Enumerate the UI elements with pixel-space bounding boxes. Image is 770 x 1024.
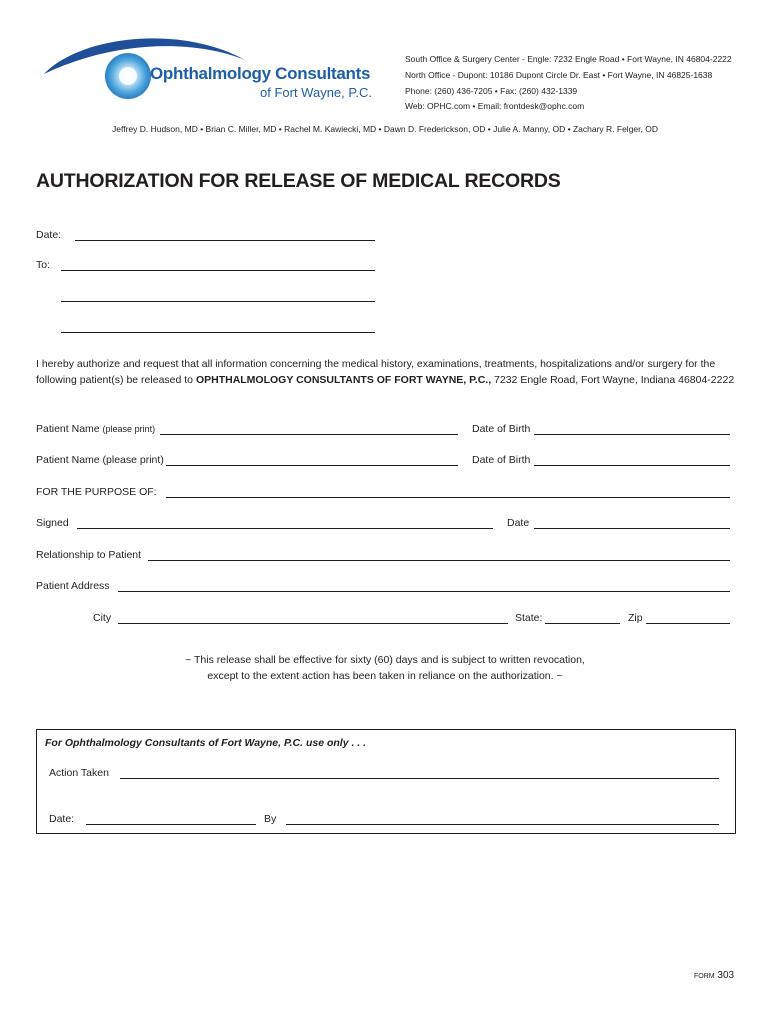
action-taken-label: Action Taken [49, 767, 109, 779]
release-note-line-2: except to the extent action has been taken in reliance on the authorization. ~ [207, 670, 563, 682]
signed-date-label: Date [507, 517, 530, 529]
signed-label: Signed [36, 517, 69, 529]
address-north-office: North Office - Dupont: 10186 Dupont Circle Dr. East • Fort Wayne, IN 46825-1638 [405, 70, 713, 80]
relationship-label: Relationship to Patient [36, 549, 142, 561]
office-date-field[interactable] [86, 824, 256, 825]
signature-field[interactable] [77, 528, 493, 529]
to-label: To: [36, 259, 51, 271]
authorization-paragraph [36, 356, 736, 388]
logo-title: Ophthalmology Consultants [150, 64, 371, 83]
date-label: Date: [36, 229, 62, 241]
patient-name-field-2[interactable] [166, 465, 458, 466]
by-field[interactable] [286, 824, 719, 825]
office-use-heading: For Ophthalmology Consultants of Fort Wayne, P.C. use only . . . [45, 737, 367, 749]
logo-subtitle: of Fort Wayne, P.C. [260, 85, 372, 100]
form-number [694, 970, 734, 981]
office-date-label: Date: [49, 813, 75, 825]
purpose-field[interactable] [166, 497, 730, 498]
authorization-text-2: 7232 Engle Road, Fort Wayne, Indiana 46804-2222 [491, 374, 735, 386]
state-field[interactable] [545, 623, 620, 624]
form-word: FORM [694, 973, 715, 980]
city-field[interactable] [118, 623, 508, 624]
by-label: By [264, 813, 277, 825]
city-label: City [93, 612, 112, 624]
state-label: State: [515, 612, 543, 624]
zip-field[interactable] [646, 623, 730, 624]
doctors-list: Jeffrey D. Hudson, MD • Brian C. Miller, MD • Rachel M. Kawiecki, MD • Dawn D. Frederickson, OD • Julie A. Manny, OD • Zachary R. Felger, OD [112, 124, 658, 134]
patient-name-label-1: Patient Name (please print) [36, 423, 156, 435]
relationship-field[interactable] [148, 560, 730, 561]
dob-label-1: Date of Birth [472, 423, 531, 435]
zip-label: Zip [628, 612, 643, 624]
form-title: AUTHORIZATION FOR RELEASE OF MEDICAL RECORDS [36, 170, 561, 192]
release-note-line-1: ~ This release shall be effective for sixty (60) days and is subject to written revocation, [185, 654, 585, 666]
signed-date-field[interactable] [534, 528, 730, 529]
dob-label-2: Date of Birth [472, 454, 531, 466]
address-south-office: South Office & Surgery Center - Engle: 7232 Engle Road • Fort Wayne, IN 46804-2222 [405, 54, 732, 64]
date-field[interactable] [75, 240, 375, 241]
to-field-line-2[interactable] [61, 301, 375, 302]
please-print-note: (please print) [102, 424, 156, 434]
web-email: Web: OPHC.com • Email: frontdesk@ophc.com [405, 101, 585, 111]
dob-field-1[interactable] [534, 434, 730, 435]
patient-name-label-2: Patient Name (please print) [36, 454, 164, 466]
purpose-label: FOR THE PURPOSE OF: [36, 486, 157, 498]
to-field-line-3[interactable] [61, 332, 375, 333]
patient-address-field[interactable] [118, 591, 730, 592]
patient-address-label: Patient Address [36, 580, 110, 592]
authorization-org: OPHTHALMOLOGY CONSULTANTS OF FORT WAYNE, P.C., [195, 374, 492, 386]
to-field-line-1[interactable] [61, 270, 375, 271]
patient-name-field-1[interactable] [160, 434, 458, 435]
authorization-text-1: I hereby authorize and request that all information concerning the medical history, examinations, treatments, hospitalizations and/or surgery for the following patient(s) be released to [36, 358, 716, 386]
dob-field-2[interactable] [534, 465, 730, 466]
phone-fax: Phone: (260) 436-7205 • Fax: (260) 432-1339 [405, 86, 578, 96]
action-taken-field[interactable] [120, 778, 719, 779]
form-number-value: 303 [717, 970, 735, 981]
